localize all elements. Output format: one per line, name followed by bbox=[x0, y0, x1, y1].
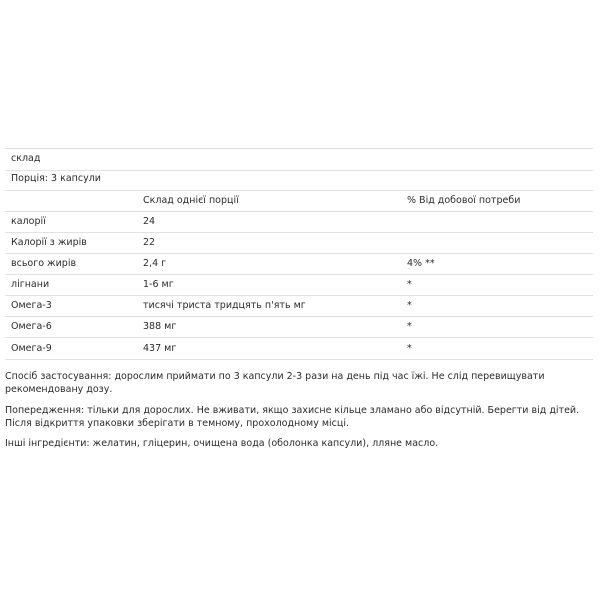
header-amount: Склад однієї порції bbox=[143, 195, 239, 206]
table-row bbox=[5, 337, 593, 360]
nutrient-name: калорії bbox=[11, 216, 46, 227]
serving-row bbox=[5, 169, 593, 191]
serving-size: Порція: 3 капсули bbox=[11, 173, 101, 184]
warning-text: Попередження: тільки для дорослих. Не вживати, якщо захисне кільце зламано або відсутній. Берегти від дітей. Після відкриття упаковки зберігати в темному, прохолодному місці. bbox=[5, 405, 580, 429]
table-row bbox=[5, 316, 593, 338]
other-ingredients: Інші інгредієнти: желатин, гліцерин, очищена вода (оболонка капсули), лляне масло. bbox=[5, 438, 439, 449]
nutrient-daily-value: * bbox=[407, 321, 412, 332]
title-row bbox=[5, 148, 593, 171]
table-row bbox=[5, 232, 593, 254]
nutrient-amount: 22 bbox=[143, 237, 156, 248]
table-row bbox=[5, 274, 593, 296]
table-header-row bbox=[5, 190, 593, 212]
table-row bbox=[5, 211, 593, 233]
nutrient-name: Омега-3 bbox=[11, 300, 52, 311]
table-row bbox=[5, 295, 593, 317]
nutrient-name: Омега-6 bbox=[11, 321, 52, 332]
nutrient-amount: 437 мг bbox=[143, 343, 177, 354]
nutrient-daily-value: 4% ** bbox=[407, 258, 435, 269]
usage-directions: Спосіб застосування: дорослим приймати по 3 капсули 2-3 рази на день під час їжі. Не слід перевищувати рекомендовану дозу. bbox=[5, 371, 545, 395]
section-title: склад bbox=[11, 153, 41, 164]
table-row bbox=[5, 253, 593, 275]
nutrient-amount: 24 bbox=[143, 216, 156, 227]
nutrient-amount: тисячі триста тридцять п'ять мг bbox=[143, 300, 306, 311]
nutrient-name: лігнани bbox=[11, 279, 50, 290]
nutrient-name: Омега-9 bbox=[11, 343, 52, 354]
nutrient-amount: 1-6 мг bbox=[143, 279, 174, 290]
nutrient-daily-value: * bbox=[407, 279, 412, 290]
nutrient-name: всього жирів bbox=[11, 258, 77, 269]
nutrient-amount: 388 мг bbox=[143, 321, 177, 332]
header-daily-value: % Від добової потреби bbox=[407, 195, 521, 206]
nutrient-daily-value: * bbox=[407, 343, 412, 354]
nutrient-name: Калорії з жирів bbox=[11, 237, 87, 248]
nutrient-daily-value: * bbox=[407, 300, 412, 311]
nutrient-amount: 2,4 г bbox=[143, 258, 167, 269]
